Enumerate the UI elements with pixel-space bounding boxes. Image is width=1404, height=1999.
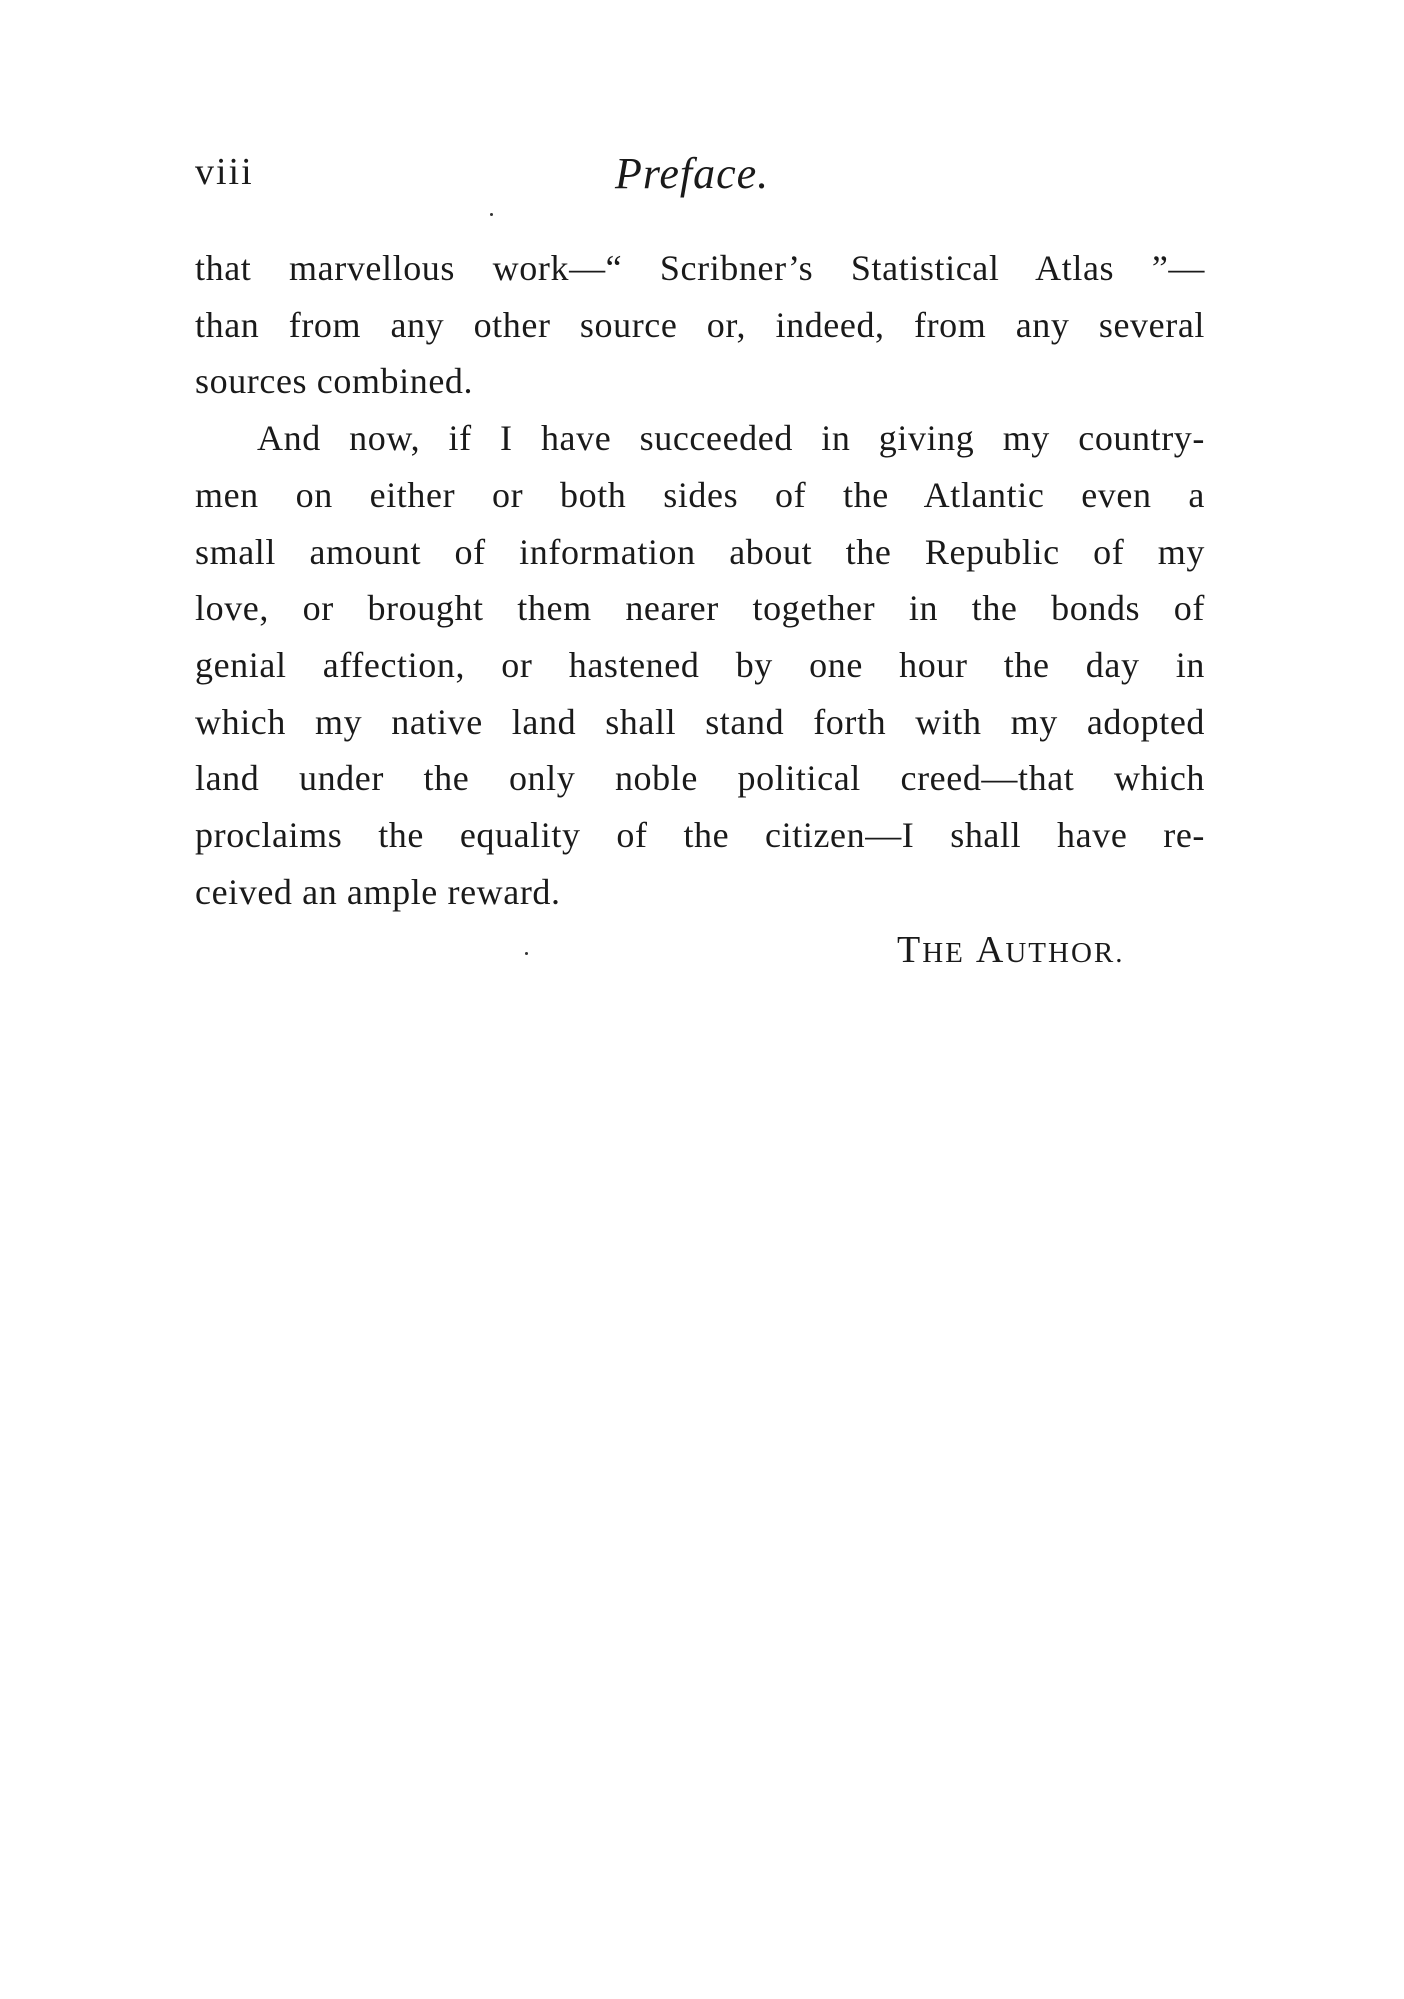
page-number: viii xyxy=(195,151,254,193)
text-line: small amount of information about the Republic of my xyxy=(195,531,1205,572)
text-line: which my native land shall stand forth with my adopted xyxy=(195,701,1205,742)
print-speck xyxy=(525,952,528,955)
text-line: And now, if I have succeeded in giving my country- xyxy=(257,418,1205,459)
text-line: men on either or both sides of the Atlantic even a xyxy=(195,474,1205,515)
signature-text: HE xyxy=(922,937,965,969)
text-line: that marvellous work—“ Scribner’s Statistical Atlas ”— xyxy=(195,248,1205,288)
text-line: land under the only noble political creed—that which xyxy=(195,758,1205,799)
text-line: proclaims the equality of the citizen—I shall have re- xyxy=(195,815,1205,856)
text-line: love, or brought them nearer together in the bonds of xyxy=(195,588,1205,629)
text-line: sources combined. xyxy=(195,361,474,402)
signature-initial: A xyxy=(975,929,1006,971)
signature-text: UTHOR. xyxy=(1005,937,1125,969)
running-head xyxy=(195,150,1205,210)
text-line: genial affection, or hastened by one hour the day in xyxy=(195,644,1205,685)
text-line: than from any other source or, indeed, from any several xyxy=(195,304,1205,345)
author-signature xyxy=(897,928,1124,972)
text-line: ceived an ample reward. xyxy=(195,871,561,912)
paragraph-1 xyxy=(195,240,1205,410)
signature-initial: T xyxy=(897,929,923,971)
print-speck xyxy=(490,213,493,216)
body-text xyxy=(195,240,1205,920)
running-title: Preface. xyxy=(615,149,770,198)
paragraph-2 xyxy=(195,410,1205,920)
